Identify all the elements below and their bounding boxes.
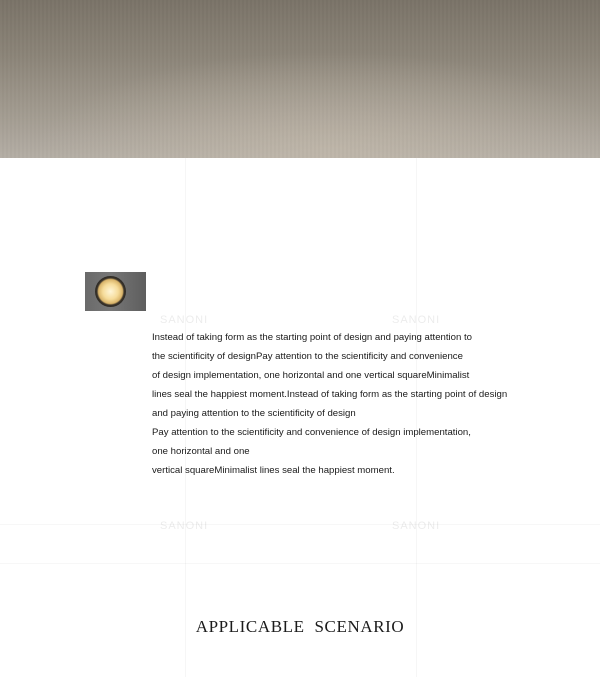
- description-line: Pay attention to the scientificity and convenience of design implementation,: [152, 427, 471, 438]
- description-line: Instead of taking form as the starting point of design and paying attention to: [152, 332, 472, 343]
- description-line: the scientificity of designPay attention to the scientificity and convenience: [152, 351, 463, 362]
- guide-line: [0, 524, 600, 525]
- description-paragraph: [152, 328, 572, 480]
- section-title: APPLICABLE SCENARIO: [195, 617, 405, 636]
- product-thumbnail: [85, 272, 146, 311]
- guide-line: [0, 563, 600, 564]
- watermark-text: SANONI: [160, 520, 209, 532]
- description-line: vertical squareMinimalist lines seal the happiest moment.: [152, 465, 395, 476]
- watermark-text: SANONI: [160, 314, 209, 326]
- description-line: and paying attention to the scientificity of design: [152, 408, 356, 419]
- description-line: lines seal the happiest moment.Instead of taking form as the starting point of design: [152, 389, 508, 400]
- watermark-text: SANONI: [392, 520, 441, 532]
- watermark-text: SANONI: [392, 314, 441, 326]
- lamp-light-icon: [95, 276, 126, 307]
- description-line: one horizontal and one: [152, 446, 250, 457]
- description-line: of design implementation, one horizontal and one vertical squareMinimalist: [152, 370, 470, 381]
- hero-image: [0, 0, 600, 158]
